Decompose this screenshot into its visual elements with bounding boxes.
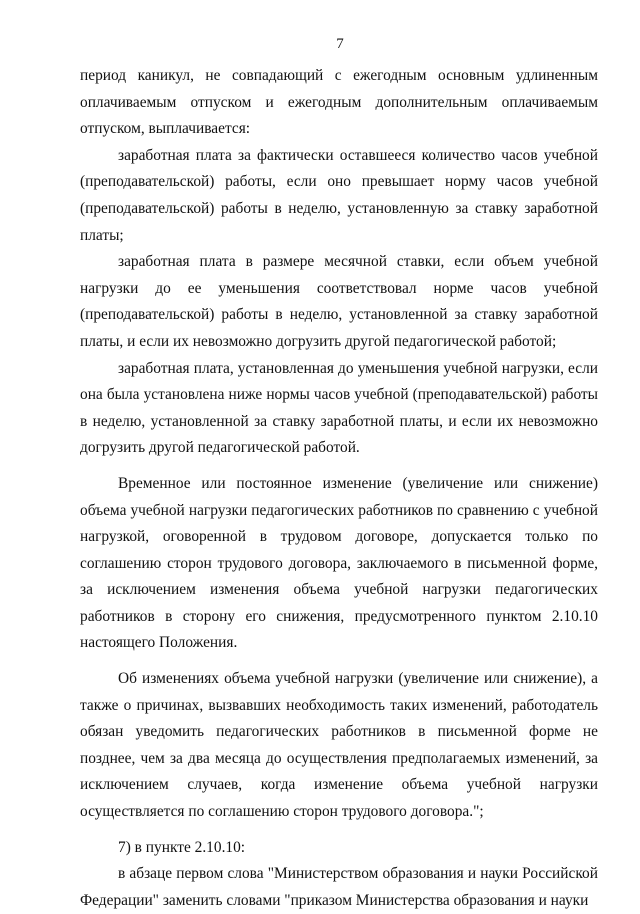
paragraph-pre-reduction-pay: заработная плата, установленная до уменьшения учебной нагрузки, если она была установлена ниже нормы часов учебной (преподавательской) работы в неделю, установленной за ставку заработной платы, и если их невозможно догрузить другой педагогической работой. (80, 359, 598, 457)
paragraph-actual-hours-pay: заработная плата за фактически оставшееся количество часов учебной (преподавательской) работы, если оно превышает норму часов учебной (преподавательской) работы в неделю, установленную за ставку заработной платы; (80, 146, 598, 244)
paragraph-amendment-first-subparagraph: в абзаце первом слова "Министерством образования и науки Российской Федерации" заменить словами "приказом Министерства образования и науки (80, 865, 598, 909)
paragraph-monthly-rate-pay: заработная плата в размере месячной ставки, если объем учебной нагрузки до ее уменьшения соответствовал норме часов учебной (преподавательской) работы в неделю, установленной за ставку заработной платы, и если их невозможно догрузить другой педагогической работой; (80, 253, 598, 350)
paragraph-amendment-item-7: 7) в пункте 2.10.10: (118, 838, 246, 856)
page-number: 7 (336, 36, 344, 52)
paragraph-vacation-payment-intro: период каникул, не совпадающий с ежегодным основным удлиненным оплачиваемым отпуском и ежегодным дополнительным оплачиваемым отпуском, выплачивается: (80, 67, 598, 138)
document-body (80, 63, 598, 914)
paragraph-workload-change: Временное или постоянное изменение (увеличение или снижение) объема учебной нагрузки педагогических работников по сравнению с учебной нагрузкой, оговоренной в трудовом договоре, допускается только по соглашению сторон трудового договора, заключаемого в письменной форме, за исключением изменения объема учебной нагрузки педагогических работников в сторону его снижения, предусмотренного пунктом 2.10.10 настоящего Положения. (80, 474, 598, 652)
paragraph-change-notification: Об изменениях объема учебной нагрузки (увеличение или снижение), а также о причинах, вызвавших необходимость таких изменений, работодатель обязан уведомить педагогических работников в письменной форме не позднее, чем за два месяца до осуществления предполагаемых изменений, за исключением случаев, когда изменение объема учебной нагрузки осуществляется по соглашению сторон трудового договора."; (80, 670, 598, 821)
